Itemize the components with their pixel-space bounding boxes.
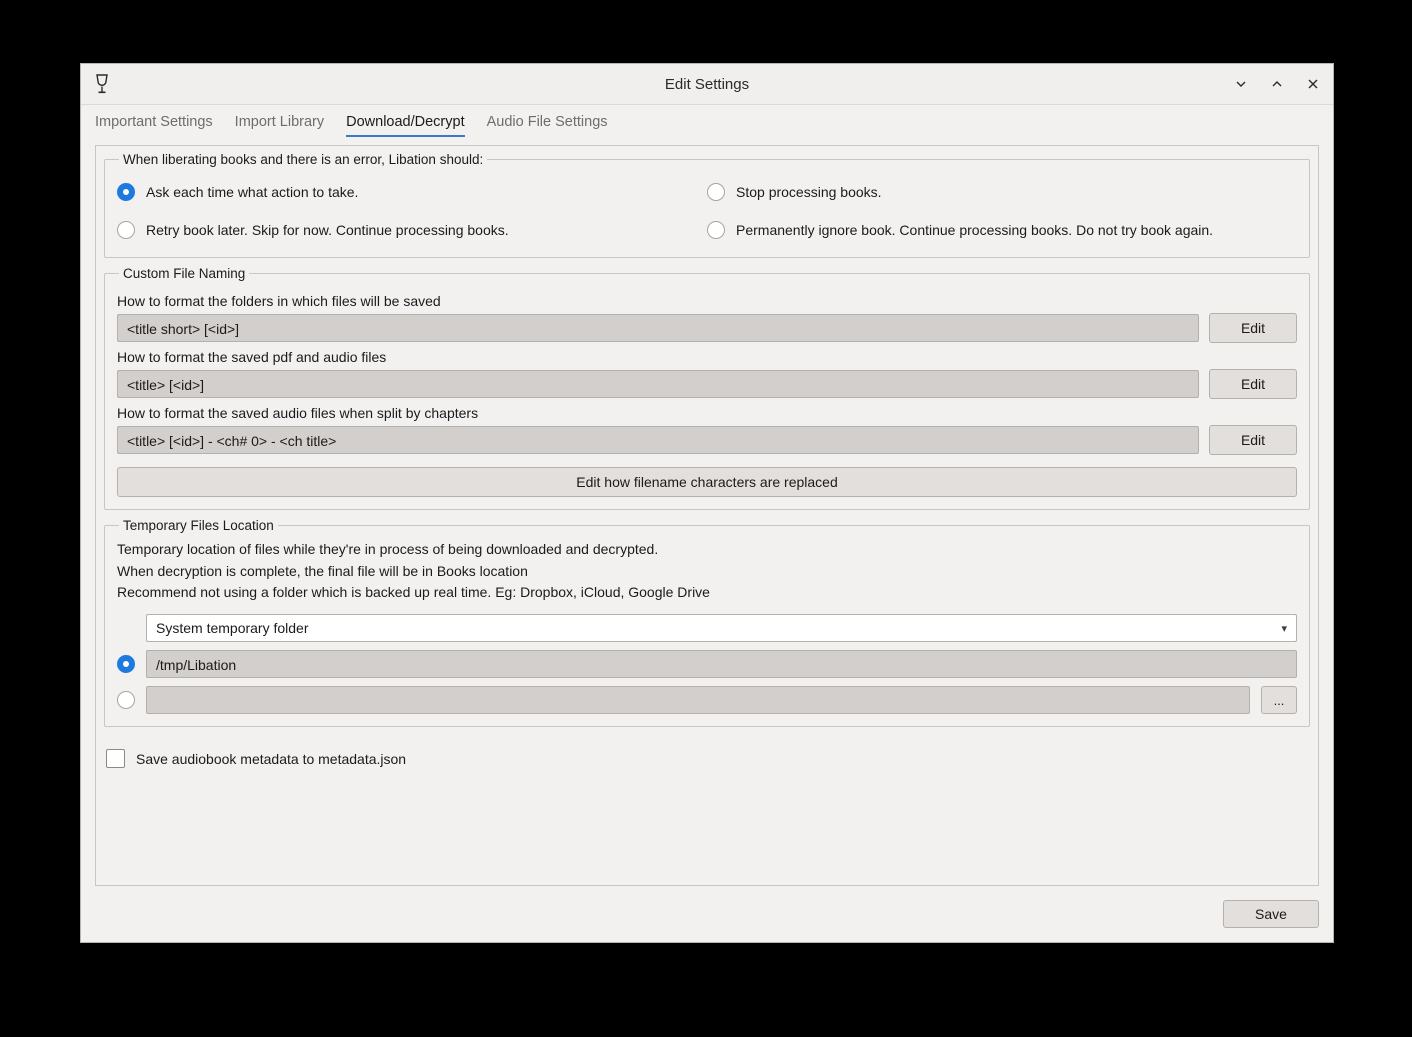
radio-retry-later[interactable] bbox=[117, 221, 707, 239]
radio-temp-default-path[interactable] bbox=[117, 655, 135, 673]
radio-retry-later-indicator[interactable] bbox=[117, 221, 135, 239]
folder-format-edit-button[interactable]: Edit bbox=[1209, 313, 1297, 343]
temp-folder-select[interactable] bbox=[146, 614, 1297, 642]
file-format-label: How to format the saved pdf and audio files bbox=[117, 349, 387, 365]
temp-path-input[interactable]: /tmp/Libation bbox=[146, 650, 1297, 678]
edit-settings-window bbox=[80, 63, 1334, 943]
temp-location-options bbox=[117, 614, 1297, 714]
file-format-input[interactable]: <title> [<id>] bbox=[117, 370, 1199, 398]
window-controls bbox=[1231, 74, 1323, 94]
tab-import-library[interactable]: Import Library bbox=[234, 114, 325, 130]
temp-desc-line-1: Temporary location of files while they're in process of being downloaded and decrypted. bbox=[117, 541, 659, 557]
error-handling-group bbox=[104, 152, 1310, 258]
window-titlebar[interactable] bbox=[81, 64, 1333, 105]
file-format-row bbox=[117, 369, 1297, 399]
radio-stop-processing-indicator[interactable] bbox=[707, 183, 725, 201]
radio-ask-each-time-label: Ask each time what action to take. bbox=[146, 184, 359, 200]
temp-browse-button[interactable]: ... bbox=[1261, 686, 1297, 714]
radio-temp-custom-path[interactable] bbox=[117, 691, 135, 709]
folder-format-row bbox=[117, 313, 1297, 343]
temp-custom-path-input[interactable] bbox=[146, 686, 1250, 714]
radio-retry-later-label: Retry book later. Skip for now. Continue processing books. bbox=[146, 222, 509, 238]
radio-ask-each-time-indicator[interactable] bbox=[117, 183, 135, 201]
folder-format-input[interactable]: <title short> [<id>] bbox=[117, 314, 1199, 342]
tab-audio-file-settings[interactable]: Audio File Settings bbox=[486, 114, 608, 130]
temp-path-row bbox=[117, 650, 1297, 678]
temp-folder-select-value: System temporary folder bbox=[156, 620, 309, 637]
maximize-icon[interactable] bbox=[1267, 74, 1287, 94]
temporary-files-legend: Temporary Files Location bbox=[123, 518, 274, 533]
temporary-files-group bbox=[104, 518, 1310, 727]
temp-desc-line-3: Recommend not using a folder which is backed up real time. Eg: Dropbox, iCloud, Google Drive bbox=[117, 584, 710, 601]
window-title: Edit Settings bbox=[664, 75, 750, 93]
save-metadata-row[interactable] bbox=[106, 749, 1310, 768]
download-decrypt-panel bbox=[95, 145, 1319, 886]
radio-permanently-ignore-indicator[interactable] bbox=[707, 221, 725, 239]
temp-select-spacer bbox=[117, 619, 135, 637]
close-icon[interactable] bbox=[1303, 74, 1323, 94]
tab-download-decrypt[interactable]: Download/Decrypt bbox=[346, 114, 464, 137]
wine-glass-icon bbox=[91, 73, 113, 95]
radio-ask-each-time[interactable] bbox=[117, 183, 707, 201]
chapter-format-edit-button[interactable]: Edit bbox=[1209, 425, 1297, 455]
custom-file-naming-legend: Custom File Naming bbox=[123, 266, 246, 281]
temp-select-row bbox=[117, 614, 1297, 642]
radio-permanently-ignore-label: Permanently ignore book. Continue processing books. Do not try book again. bbox=[736, 222, 1214, 238]
radio-permanently-ignore[interactable] bbox=[707, 221, 1297, 239]
replace-characters-row bbox=[117, 467, 1297, 497]
chevron-down-icon: ▾ bbox=[1281, 622, 1287, 635]
dialog-footer bbox=[81, 886, 1333, 942]
folder-format-label: How to format the folders in which files will be saved bbox=[117, 293, 441, 309]
custom-file-naming-group bbox=[104, 266, 1310, 510]
tab-important-settings[interactable]: Important Settings bbox=[95, 114, 213, 130]
error-handling-options bbox=[117, 173, 1297, 245]
chapter-format-input[interactable]: <title> [<id>] - <ch# 0> - <ch title> bbox=[117, 426, 1199, 454]
settings-tabbar bbox=[81, 105, 1333, 137]
save-metadata-label: Save audiobook metadata to metadata.json bbox=[136, 750, 407, 767]
minimize-icon[interactable] bbox=[1231, 74, 1251, 94]
save-metadata-checkbox[interactable] bbox=[106, 749, 125, 768]
save-button[interactable]: Save bbox=[1223, 900, 1319, 928]
radio-stop-processing-label: Stop processing books. bbox=[736, 184, 882, 200]
settings-content bbox=[81, 137, 1333, 886]
radio-stop-processing[interactable] bbox=[707, 183, 1297, 201]
chapter-format-label: How to format the saved audio files when split by chapters bbox=[117, 405, 479, 421]
error-handling-legend: When liberating books and there is an error, Libation should: bbox=[123, 152, 484, 167]
edit-filename-characters-button[interactable]: Edit how filename characters are replaced bbox=[117, 467, 1297, 497]
file-format-edit-button[interactable]: Edit bbox=[1209, 369, 1297, 399]
temp-desc-line-2: When decryption is complete, the final file will be in Books location bbox=[117, 562, 528, 579]
temp-custom-row bbox=[117, 686, 1297, 714]
chapter-format-row bbox=[117, 425, 1297, 455]
